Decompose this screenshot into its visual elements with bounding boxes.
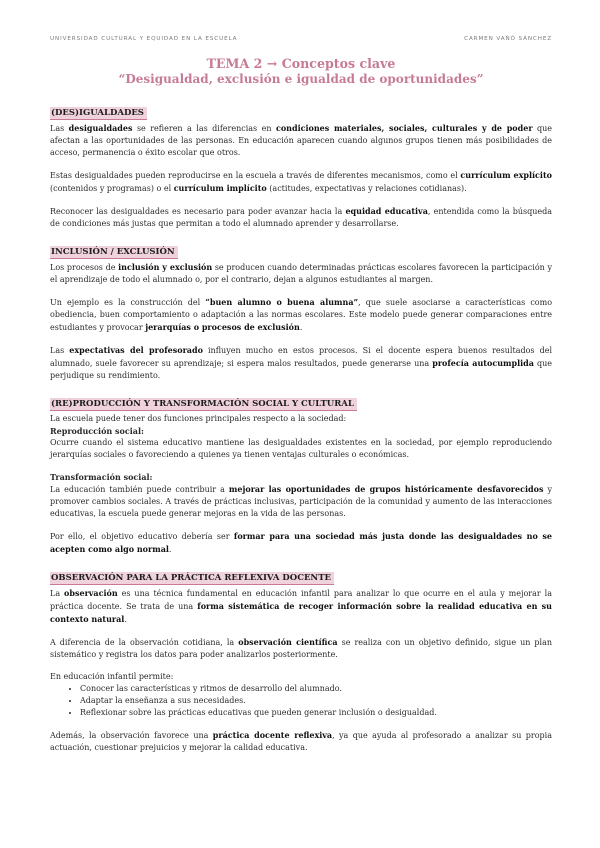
bold-run: “buen alumno o buena alumna”: [205, 297, 359, 307]
section-heading: (RE)PRODUCCIÓN Y TRANSFORMACIÓN SOCIAL Y CULTURAL: [50, 398, 357, 411]
text-run: se realiza con un objetivo definido, sigue un plan sistemático y registra los datos para poder analizarlos posteriormente.: [50, 638, 553, 659]
header-left: UNIVERSIDAD CULTURAL Y EQUIDAD EN LA ESCUELA: [50, 36, 238, 42]
text-run: La educación también puede contribuir a: [50, 485, 229, 494]
bold-run: inclusión y exclusión: [118, 262, 213, 272]
bold-run: desigualdades: [68, 123, 133, 133]
text-run: Estas desigualdades pueden reproducirse en la escuela a través de diferentes mecanismos, como el: [50, 171, 461, 180]
page-title: TEMA 2 → Conceptos clave: [206, 56, 396, 71]
text-run: Las: [50, 124, 69, 133]
text-run: Además, la observación favorece una: [50, 731, 213, 740]
paragraph: [50, 483, 552, 520]
paragraph: [50, 205, 552, 230]
section-heading: OBSERVACIÓN PARA LA PRÁCTICA REFLEXIVA DOCENTE: [50, 572, 334, 585]
text-run: Reconocer las desigualdades es necesario para poder avanzar hacia la: [50, 207, 346, 216]
paragraph: [50, 344, 552, 382]
text-run: , que suele asociarse a características como obediencia, buen comportamiento o adaptación a las normas escolares. Este modelo puede generar comparaciones entre estudiantes y provocar: [50, 298, 553, 332]
text-run: .: [299, 323, 303, 332]
section-inclusion-exclusion: [50, 239, 552, 382]
text-run: La: [50, 589, 65, 598]
paragraph: [50, 261, 552, 286]
paragraph: Ocurre cuando el sistema educativo mantiene las desigualdades existentes en la sociedad, por ejemplo reproduciendo jerarquías sociales o favoreciendo a quienes ya tienen ventajas culturales o económicas.: [50, 438, 552, 459]
text-run: y promover cambios sociales. A través de prácticas inclusivas, participación de la comunidad y aumento de las interacciones educativas, la escuela puede generar mejoras en la vida de las personas.: [50, 485, 553, 518]
bold-run: observación científica: [238, 637, 338, 647]
paragraph: [50, 122, 552, 159]
text-run: que perjudique su rendimiento.: [50, 359, 552, 380]
text-run: .: [124, 615, 127, 624]
paragraph: [50, 587, 552, 626]
list-item: • Adaptar la enseñanza a sus necesidades.: [80, 695, 552, 707]
bold-run: profecía autocumplida: [432, 358, 534, 368]
section-reproduccion-transformacion: [50, 391, 552, 556]
text-run: Por ello, el objetivo educativo debería ser: [50, 532, 234, 541]
paragraph: [50, 169, 552, 195]
text-run: se refieren a las diferencias en: [132, 124, 276, 133]
text-run: Un ejemplo es la construcción del: [50, 298, 206, 307]
list-item: • Reflexionar sobre las prácticas educativas que pueden generar inclusión o desigualdad.: [80, 707, 552, 719]
text-run: que afectan a las oportunidades de las personas. En educación aparecen cuando algunos grupos tienen más posibilidades de acceso, permanencia o éxito escolar que otros.: [50, 124, 552, 157]
paragraph: [50, 296, 552, 334]
section-heading: (DES)IGUALDADES: [50, 107, 147, 120]
text-run: A diferencia de la observación cotidiana, la: [50, 638, 239, 647]
text-run: , ya que ayuda al profesorado a analizar su propia actuación, cuestionar prejuicios y mejorar la calidad educativa.: [50, 731, 552, 752]
section-observacion: [50, 565, 552, 754]
text-run: (actitudes, expectativas y relaciones cotidianas).: [266, 184, 467, 193]
text-run: es una técnica fundamental en educación infantil para analizar lo que ocurre en el aula y mejorar la práctica docente. Se trata de una: [50, 589, 553, 611]
text-run: se producen cuando determinadas prácticas escolares favorecen la participación y el aprendizaje de todo el alumnado o, por el contrario, dejan a algunos estudiantes al margen.: [50, 263, 553, 284]
bold-run: equidad educativa: [345, 206, 428, 216]
paragraph: [50, 729, 552, 754]
text-run: (contenidos y programas) o el: [50, 184, 174, 193]
bold-run: observación: [64, 588, 118, 598]
bold-run: condiciones materiales, sociales, culturales y de poder: [275, 123, 533, 133]
paragraph: [50, 636, 552, 661]
paragraph: En educación infantil permite:: [50, 672, 174, 681]
subheading: Transformación social:: [50, 472, 153, 482]
header-right: CARMEN VAÑÓ SÁNCHEZ: [464, 36, 552, 42]
bullet-list: [50, 683, 552, 719]
page-subtitle: “Desigualdad, exclusión e igualdad de oportunidades”: [118, 72, 484, 86]
list-item: • Conocer las características y ritmos de desarrollo del alumnado.: [80, 683, 552, 695]
paragraph: [50, 530, 552, 556]
bold-run: forma sistemática de recoger información sobre la realidad educativa en su contexto natural: [50, 601, 552, 624]
subheading: Reproducción social:: [50, 426, 144, 436]
section-heading: INCLUSIÓN / EXCLUSIÓN: [50, 246, 178, 259]
running-header: [50, 36, 552, 42]
bold-run: currículum explícito: [460, 170, 552, 180]
text-run: influyen mucho en estos procesos. Si el docente espera buenos resultados del alumnado, suele favorecer su aprendizaje; si espera malos resultados, puede generarse una: [50, 346, 553, 368]
bold-run: mejorar las oportunidades de grupos históricamente desfavorecidos: [228, 484, 544, 494]
text-run: .: [168, 545, 172, 554]
text-run: , entendida como la búsqueda de condiciones más justas que permitan a todo el alumnado aprender y desarrollarse.: [50, 207, 553, 228]
bold-run: currículum implícito: [173, 183, 267, 193]
paragraph: La escuela puede tener dos funciones principales respecto a la sociedad:: [50, 414, 347, 423]
bold-run: jerarquías o procesos de exclusión: [145, 322, 300, 332]
bold-run: formar para una sociedad más justa donde las desigualdades no se acepten como algo normal: [50, 531, 552, 554]
section-desigualdades: [50, 100, 552, 230]
bold-run: expectativas del profesorado: [69, 345, 203, 355]
bold-run: práctica docente reflexiva: [212, 730, 333, 740]
text-run: Los procesos de: [50, 263, 119, 272]
text-run: Las: [50, 346, 70, 355]
